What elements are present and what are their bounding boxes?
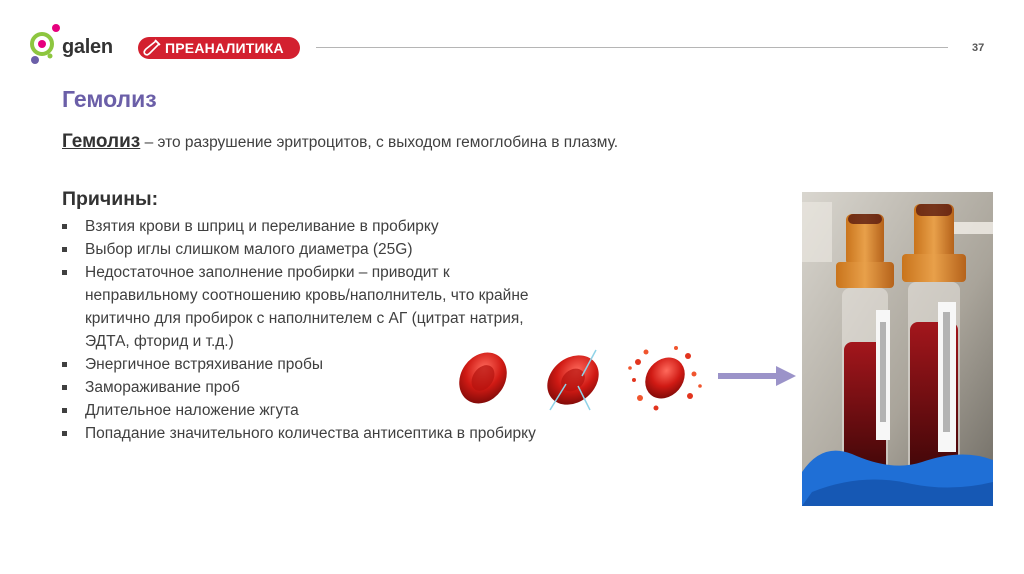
bullet-icon [62, 224, 67, 229]
definition-text: – это разрушение эритроцитов, с выходом гемоглобина в плазму. [140, 134, 619, 151]
red-blood-cell-pierced-icon [537, 345, 608, 415]
red-blood-cell-burst-icon [628, 346, 702, 411]
bullet-icon [62, 270, 67, 275]
reason-text: Энергичное встряхивание пробы [85, 356, 324, 373]
list-item [62, 238, 542, 261]
definition-term: Гемолиз [62, 131, 141, 152]
header-divider [316, 47, 948, 48]
reason-text: Взятия крови в шприц и переливание в пробирку [85, 218, 439, 235]
arrow-right-icon [718, 364, 798, 388]
bullet-icon [62, 431, 67, 436]
list-item [62, 422, 542, 445]
reason-text: Попадание значительного количества антисептика в пробирку [85, 425, 536, 442]
slide-title: Гемолиз [62, 86, 157, 112]
bullet-icon [62, 362, 67, 367]
reason-text: Замораживание проб [85, 379, 240, 396]
red-blood-cells-illustration [450, 340, 710, 420]
badge-label: ПРЕАНАЛИТИКА [165, 40, 284, 56]
test-tube-icon [143, 39, 161, 57]
reason-text: Недостаточное заполнение пробирки – приводит к неправильному соотношению кровь/наполнитель, что крайне критично для пробирок с наполнителем с АГ (цитрат натрия, ЭДТА, фторид и т.д.) [85, 264, 529, 350]
bullet-icon [62, 408, 67, 413]
reasons-heading: Причины: [62, 188, 159, 210]
reason-text: Выбор иглы слишком малого диаметра (25G) [85, 241, 413, 258]
page-number: 37 [972, 42, 985, 54]
bullet-icon [62, 385, 67, 390]
logo-text: galen [62, 36, 113, 58]
bullet-icon [62, 247, 67, 252]
reason-text: Длительное наложение жгута [85, 402, 299, 419]
list-item [62, 215, 542, 238]
red-blood-cell-icon [450, 343, 517, 412]
definition-paragraph [62, 130, 652, 155]
hemolyzed-tubes-photo [802, 192, 993, 506]
